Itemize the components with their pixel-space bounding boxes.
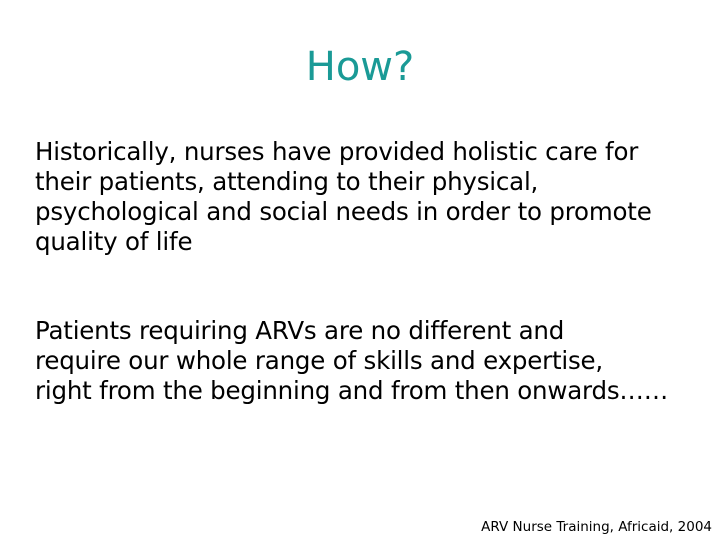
slide-title: How? — [305, 44, 415, 90]
paragraph-line: psychological and social needs in order to promote — [35, 197, 652, 226]
paragraph-line: their patients, attending to their physical, — [35, 167, 539, 196]
footer-credit: ARV Nurse Training, Africaid, 2004 — [481, 519, 712, 535]
paragraph-line: require our whole range of skills and expertise, — [35, 346, 604, 375]
paragraph-line: quality of life — [35, 227, 193, 256]
paragraph-line: Historically, nurses have provided holistic care for — [35, 137, 639, 166]
paragraph-line: right from the beginning and from then onwards…… — [35, 376, 668, 405]
paragraph-line: Patients requiring ARVs are no different and — [35, 316, 565, 345]
paragraph-arv-patients — [35, 316, 705, 406]
paragraph-holistic-care — [35, 137, 705, 257]
